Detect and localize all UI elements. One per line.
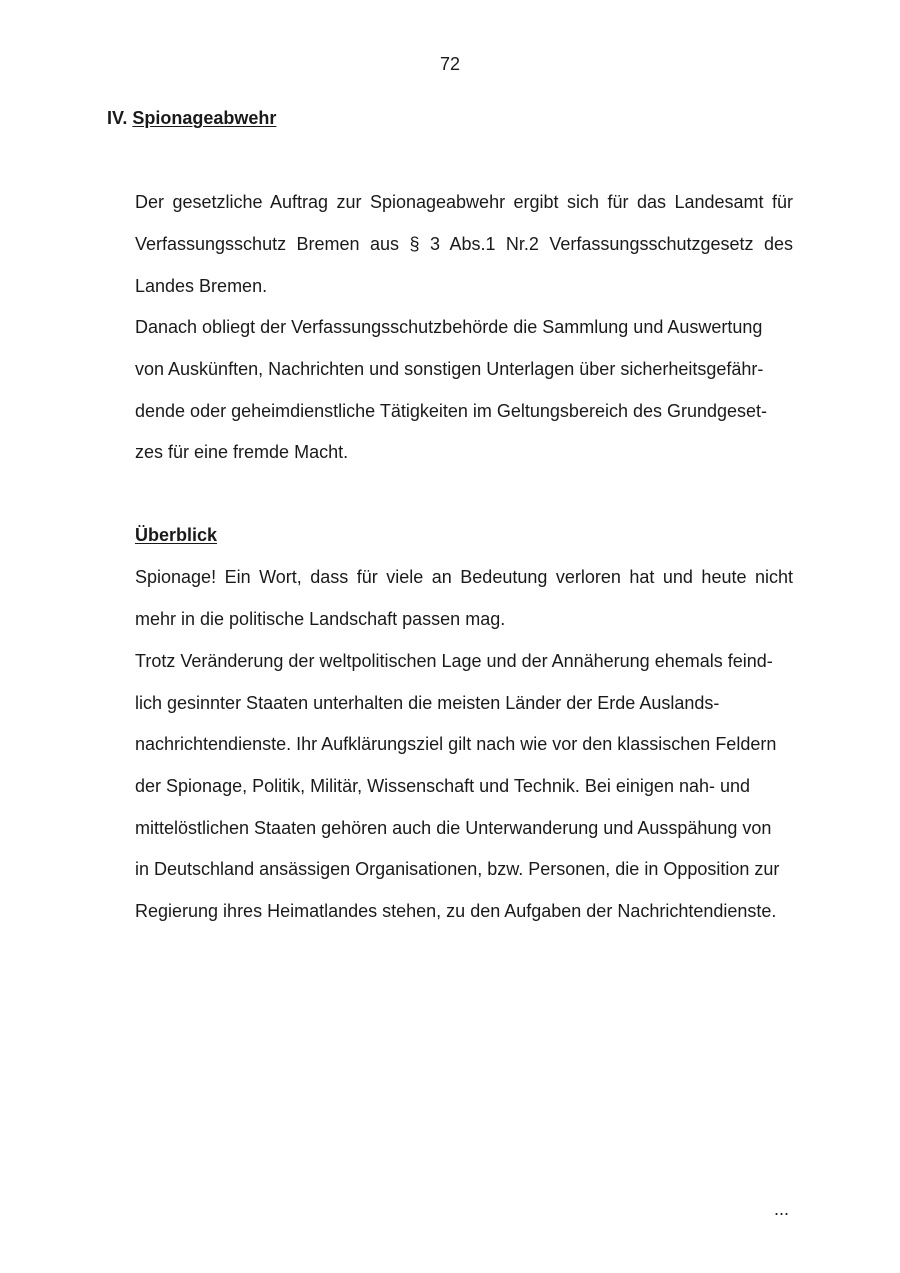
text-line: Trotz Veränderung der weltpolitischen Lage und der Annäherung ehemals feind- [135, 651, 773, 671]
section-heading [107, 106, 276, 130]
text-line: Spionage! Ein Wort, dass für viele an Bedeutung verloren hat und heute nicht [135, 567, 793, 587]
text-line: von Auskünften, Nachrichten und sonstigen Unterlagen über sicherheitsgefähr- [135, 359, 764, 379]
text-line: Regierung ihres Heimatlandes stehen, zu den Aufgaben der Nachrichtendienste. [135, 901, 777, 921]
text-line: in Deutschland ansässigen Organisationen, bzw. Personen, die in Opposition zur [135, 859, 780, 879]
text-line: mittelöstlichen Staaten gehören auch die Unterwanderung und Ausspähung von [135, 818, 772, 838]
continuation-mark: ... [774, 1199, 790, 1219]
text-line: zes für eine fremde Macht. [135, 442, 349, 462]
section-title: Spionageabwehr [132, 108, 277, 128]
text-line: Landes Bremen. [135, 276, 268, 296]
text-line: dende oder geheimdienstliche Tätigkeiten im Geltungsbereich des Grundgeset- [135, 401, 768, 421]
page-number: 72 [439, 54, 461, 74]
text-line: Verfassungsschutz Bremen aus § 3 Abs.1 Nr.2 Verfassungsschutzgesetz des [135, 234, 793, 254]
text-line: Der gesetzliche Auftrag zur Spionageabwehr ergibt sich für das Landesamt für [135, 192, 793, 212]
text-line: der Spionage, Politik, Militär, Wissenschaft und Technik. Bei einigen nah- und [135, 776, 751, 796]
text-line: Danach obliegt der Verfassungsschutzbehörde die Sammlung und Auswertung [135, 317, 763, 337]
text-line: mehr in die politische Landschaft passen mag. [135, 609, 506, 629]
section-numeral: IV. [107, 108, 128, 128]
text-line: nachrichtendienste. Ihr Aufklärungsziel gilt nach wie vor den klassischen Feldern [135, 734, 777, 754]
subsection-title: Überblick [135, 525, 218, 545]
text-line: lich gesinnter Staaten unterhalten die meisten Länder der Erde Auslands- [135, 693, 720, 713]
